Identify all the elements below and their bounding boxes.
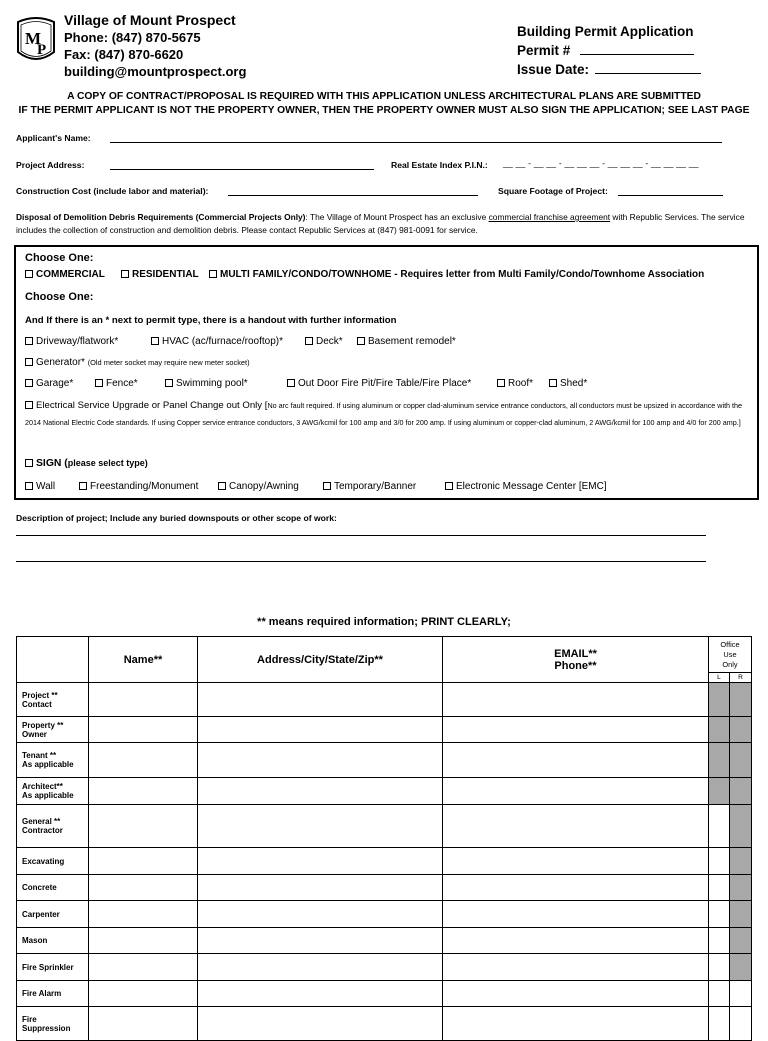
email-phone-cell[interactable] — [443, 848, 709, 875]
driveway-checkbox[interactable] — [25, 337, 33, 345]
table-row — [17, 743, 752, 778]
office-l-cell — [709, 717, 730, 743]
address-cell[interactable] — [198, 778, 443, 805]
temporary-sign-label: Temporary/Banner — [334, 481, 417, 492]
office-l-cell — [709, 875, 730, 901]
office-r-cell — [730, 778, 752, 805]
commercial-checkbox[interactable] — [25, 270, 33, 278]
email-phone-cell[interactable] — [443, 901, 709, 928]
pin-field[interactable]: __ __ - __ __ - __ __ __ - __ __ __ - __ __ __ __ — [503, 158, 699, 168]
canopy-sign-label: Canopy/Awning — [229, 481, 299, 492]
garage-checkbox[interactable] — [25, 379, 33, 387]
temporary-sign-checkbox[interactable] — [323, 482, 331, 490]
email-phone-cell[interactable] — [443, 954, 709, 981]
multi-family-checkbox[interactable] — [209, 270, 217, 278]
fax-number: (847) 870-6620 — [94, 47, 184, 62]
sign-note: please select type) — [67, 458, 148, 468]
electrical-checkbox[interactable] — [25, 401, 33, 409]
name-cell[interactable] — [89, 954, 198, 981]
commercial-label: COMMERCIAL — [36, 269, 105, 280]
generator-note: (Old meter socket may require new meter socket) — [87, 358, 250, 367]
phone-line — [64, 29, 246, 46]
residential-label: RESIDENTIAL — [132, 269, 199, 280]
address-cell[interactable] — [198, 875, 443, 901]
table-row — [17, 981, 752, 1007]
form-title: Building Permit Application — [517, 24, 694, 39]
office-l-cell — [709, 1007, 730, 1041]
role-line-2: Owner — [22, 729, 47, 739]
fax-line — [64, 46, 246, 63]
deck-checkbox[interactable] — [305, 337, 313, 345]
disposal-text-1: : The Village of Mount Prospect has an exclusive — [305, 212, 489, 222]
office-r-cell — [730, 954, 752, 981]
address-cell[interactable] — [198, 901, 443, 928]
disposal-requirements — [16, 211, 756, 237]
deck-label: Deck* — [316, 336, 343, 347]
contact-role-label — [17, 717, 89, 743]
role-line-1: Carpenter — [22, 909, 60, 919]
contact-role-label — [17, 805, 89, 848]
applicant-name-label: Applicant's Name: — [16, 133, 91, 143]
hvac-label: HVAC (ac/furnace/rooftop)* — [162, 336, 283, 347]
permit-header — [517, 22, 701, 79]
contact-role-label — [17, 1007, 89, 1041]
permit-number-row — [517, 41, 701, 60]
role-line-2: Contractor — [22, 826, 63, 835]
pool-label: Swimming pool* — [176, 378, 248, 389]
handout-note: And If there is an * next to permit type, there is a handout with further information — [25, 315, 397, 326]
sign-checkbox[interactable] — [25, 459, 33, 467]
email-phone-cell[interactable] — [443, 981, 709, 1007]
shed-checkbox[interactable] — [549, 379, 557, 387]
office-r-cell — [730, 928, 752, 954]
project-address-field[interactable] — [110, 169, 374, 170]
name-cell[interactable] — [89, 981, 198, 1007]
table-row — [17, 717, 752, 743]
svg-text:P: P — [37, 42, 47, 58]
generator-label: Generator* — [36, 357, 85, 368]
phone-column-label: Phone** — [554, 659, 597, 672]
office-l-cell — [709, 778, 730, 805]
issue-date-row — [517, 60, 701, 79]
basement-label: Basement remodel* — [368, 336, 456, 347]
role-line-1: Excavating — [22, 856, 65, 866]
canopy-sign-checkbox[interactable] — [218, 482, 226, 490]
name-cell[interactable] — [89, 717, 198, 743]
role-line-2: Suppression — [22, 1023, 71, 1033]
address-column-header: Address/City/State/Zip** — [198, 637, 443, 683]
required-info-note: ** means required information; PRINT CLEARLY; — [257, 616, 511, 628]
table-row — [17, 778, 752, 805]
fence-checkbox[interactable] — [95, 379, 103, 387]
role-line-1: Mason — [22, 936, 48, 945]
office-l-cell — [709, 981, 730, 1007]
contact-role-label — [17, 875, 89, 901]
role-line-2: As applicable — [22, 760, 74, 769]
email-phone-cell[interactable] — [443, 778, 709, 805]
disposal-heading: Disposal of Demolition Debris Requirements (Commercial Projects Only) — [16, 212, 306, 222]
contact-role-label — [17, 743, 89, 778]
contacts-table — [16, 636, 752, 1041]
pool-checkbox[interactable] — [165, 379, 173, 387]
name-cell[interactable] — [89, 805, 198, 848]
permit-type-box — [14, 245, 759, 500]
table-row — [17, 1007, 752, 1041]
office-l-cell — [709, 954, 730, 981]
freestanding-sign-label: Freestanding/Monument — [90, 481, 199, 492]
office-r-cell — [730, 875, 752, 901]
email-phone-cell[interactable] — [443, 717, 709, 743]
role-line-1: Architect** — [22, 782, 63, 791]
email-phone-cell[interactable] — [443, 928, 709, 954]
wall-sign-label: Wall — [36, 481, 56, 492]
email-phone-cell[interactable] — [443, 1007, 709, 1041]
address-cell[interactable] — [198, 743, 443, 778]
table-row — [17, 848, 752, 875]
office-r-cell — [730, 901, 752, 928]
sign-label: SIGN ( — [36, 458, 68, 469]
office-line-3: Only — [722, 659, 738, 669]
table-header-row — [17, 637, 752, 673]
office-r-header: R — [730, 673, 752, 683]
pin-label: Real Estate Index P.I.N.: — [391, 160, 488, 170]
hvac-checkbox[interactable] — [151, 337, 159, 345]
email-phone-cell[interactable] — [443, 683, 709, 717]
role-line-1: General ** — [22, 817, 61, 826]
address-cell[interactable] — [198, 848, 443, 875]
office-line-1: Office — [720, 639, 740, 649]
phone-number: (847) 870-5675 — [111, 30, 201, 45]
disposal-text-2: with Republic Services. The service includes the collection of construction and demolition debris. Please contact Republic Services at (847) 981-0091 for service. — [16, 212, 745, 235]
office-r-cell — [730, 1007, 752, 1041]
shed-label: Shed* — [560, 378, 588, 389]
email-phone-column-header — [443, 637, 709, 683]
phone-label: Phone: — [64, 30, 109, 45]
electrical-note: No arc fault required. If using aluminum or copper clad-aluminum service entrance conductors, all conductors must be upsized in accordance with the 2014 National Electric Code standards. If using Copper service entrance conductors, 3 AWG/kcmil for 100 amp and 3/0 for 200 amp. If using aluminum or copper-clad aluminum, 2 AWG/kcmil for 100 amp and 4/0 for 200 amp.] — [25, 401, 743, 427]
address-cell[interactable] — [198, 805, 443, 848]
role-line-2: As applicable — [22, 791, 74, 800]
name-cell[interactable] — [89, 875, 198, 901]
residential-checkbox[interactable] — [121, 270, 129, 278]
basement-checkbox[interactable] — [357, 337, 365, 345]
contact-role-label — [17, 778, 89, 805]
permit-number-label: Permit # — [517, 43, 571, 58]
office-l-cell — [709, 805, 730, 848]
address-cell[interactable] — [198, 683, 443, 717]
wall-sign-checkbox[interactable] — [25, 482, 33, 490]
square-footage-field[interactable] — [618, 195, 723, 196]
electrical-label: Electrical Service Upgrade or Panel Change out Only [ — [36, 400, 268, 411]
office-r-cell — [730, 981, 752, 1007]
contact-role-label — [17, 848, 89, 875]
office-l-cell — [709, 901, 730, 928]
role-line-1: Concrete — [22, 883, 57, 892]
address-cell[interactable] — [198, 1007, 443, 1041]
description-line-2[interactable] — [16, 561, 706, 562]
generator-checkbox[interactable] — [25, 358, 33, 366]
emc-sign-label: Electronic Message Center [EMC] — [456, 481, 607, 492]
choose-one-heading-2: Choose One: — [25, 291, 94, 303]
multi-family-label: MULTI FAMILY/CONDO/TOWNHOME - Requires letter from Multi Family/Condo/Townhome Association — [220, 269, 705, 280]
email-phone-cell[interactable] — [443, 875, 709, 901]
office-l-cell — [709, 848, 730, 875]
name-cell[interactable] — [89, 778, 198, 805]
village-seal-logo — [16, 16, 56, 66]
fax-label: Fax: — [64, 47, 91, 62]
office-r-cell — [730, 717, 752, 743]
office-r-cell — [730, 848, 752, 875]
roof-checkbox[interactable] — [497, 379, 505, 387]
email-column-label: EMAIL** — [554, 647, 597, 660]
applicant-name-field[interactable] — [110, 142, 722, 143]
office-l-cell — [709, 743, 730, 778]
table-row — [17, 875, 752, 901]
contact-role-label — [17, 683, 89, 717]
table-row — [17, 928, 752, 954]
role-line-1: Project ** — [22, 690, 58, 700]
name-cell[interactable] — [89, 901, 198, 928]
construction-cost-field[interactable] — [228, 195, 478, 196]
village-name: Village of Mount Prospect — [64, 12, 236, 28]
franchise-agreement-link[interactable]: commercial franchise agreement — [488, 212, 611, 222]
role-line-1: Tenant ** — [22, 751, 57, 760]
svg-text:M: M — [25, 29, 42, 48]
role-line-1: Property ** — [22, 720, 64, 730]
office-l-cell — [709, 928, 730, 954]
name-column-header: Name** — [89, 637, 198, 683]
table-row — [17, 901, 752, 928]
role-line-1: Fire Sprinkler — [22, 962, 74, 972]
description-line-1[interactable] — [16, 535, 706, 536]
address-cell[interactable] — [198, 981, 443, 1007]
email-address[interactable]: building@mountprospect.org — [64, 64, 247, 79]
freestanding-sign-checkbox[interactable] — [79, 482, 87, 490]
name-cell[interactable] — [89, 848, 198, 875]
description-label: Description of project; Include any buried downspouts or other scope of work: — [16, 513, 337, 523]
owner-signature-notice: IF THE PERMIT APPLICANT IS NOT THE PROPERTY OWNER, THEN THE PROPERTY OWNER MUST ALSO SIGN THE APPLICATION; SEE LAST PAGE — [18, 105, 750, 116]
name-cell[interactable] — [89, 1007, 198, 1041]
sign-row — [25, 458, 148, 469]
role-line-1: Fire — [22, 1014, 37, 1024]
contact-role-label — [17, 928, 89, 954]
office-l-header: L — [709, 673, 730, 683]
address-cell[interactable] — [198, 928, 443, 954]
issue-date-field[interactable] — [595, 61, 701, 74]
square-footage-label: Square Footage of Project: — [498, 186, 608, 196]
role-line-1: Fire Alarm — [22, 989, 62, 998]
row-label-header — [17, 637, 89, 683]
contact-role-label — [17, 981, 89, 1007]
name-cell[interactable] — [89, 683, 198, 717]
fire-pit-checkbox[interactable] — [287, 379, 295, 387]
contact-role-label — [17, 954, 89, 981]
address-cell[interactable] — [198, 954, 443, 981]
choose-one-heading-1: Choose One: — [25, 252, 94, 264]
garage-label: Garage* — [36, 378, 74, 389]
table-row — [17, 683, 752, 717]
fire-pit-label: Out Door Fire Pit/Fire Table/Fire Place* — [298, 378, 472, 389]
issue-date-label: Issue Date: — [517, 62, 590, 77]
permit-number-field[interactable] — [580, 42, 694, 55]
office-l-cell — [709, 683, 730, 717]
construction-cost-label: Construction Cost (include labor and material): — [16, 186, 209, 196]
office-line-2: Use — [723, 649, 737, 659]
village-contact-block — [64, 12, 246, 80]
office-r-cell — [730, 805, 752, 848]
contract-notice: A COPY OF CONTRACT/PROPOSAL IS REQUIRED WITH THIS APPLICATION UNLESS ARCHITECTURAL PLANS ARE SUBMITTED — [67, 91, 701, 102]
fence-label: Fence* — [106, 378, 138, 389]
name-cell[interactable] — [89, 743, 198, 778]
contact-role-label — [17, 901, 89, 928]
name-cell[interactable] — [89, 928, 198, 954]
roof-label: Roof* — [508, 378, 534, 389]
project-address-label: Project Address: — [16, 160, 85, 170]
table-row — [17, 805, 752, 848]
permit-row-2 — [25, 357, 250, 368]
electrical-option — [25, 397, 745, 431]
table-row — [17, 954, 752, 981]
office-r-cell — [730, 683, 752, 717]
address-cell[interactable] — [198, 717, 443, 743]
role-line-2: Contact — [22, 699, 52, 709]
emc-sign-checkbox[interactable] — [445, 482, 453, 490]
email-phone-cell[interactable] — [443, 805, 709, 848]
office-r-cell — [730, 743, 752, 778]
office-use-header — [709, 637, 752, 673]
email-phone-cell[interactable] — [443, 743, 709, 778]
driveway-label: Driveway/flatwork* — [36, 336, 119, 347]
